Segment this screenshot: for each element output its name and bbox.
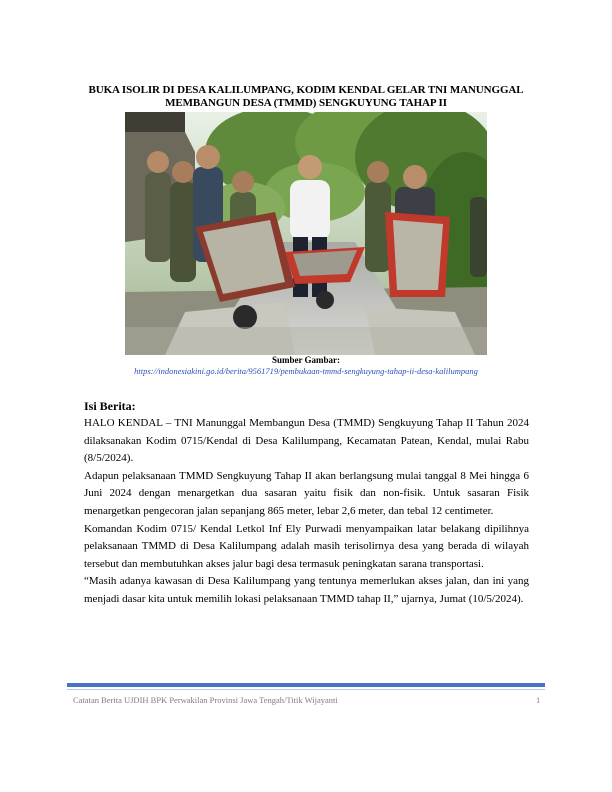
page-number: 1 [536, 695, 541, 705]
paragraph: “Masih adanya kawasan di Desa Kalilumpang yang tentunya memerlukan akses jalan, dan ini yang menjadi dasar kita untuk memilih lokasi pelaksanaan TMMD tahap II,” ujarnya, Jumat (10/5/2024). [84, 575, 529, 605]
paragraph: Komandan Kodim 0715/ Kendal Letkol Inf Ely Purwadi menyampaikan latar belakang dipilihnya pelaksanaan TMMD di Desa Kalilumpang adalah masih terisolirnya desa yang berada di wilayah tersebut dan membutuhkan akses jalur bagi desa termasuk peningkatan sarana transportasi. [84, 522, 529, 570]
footer-divider-thin [67, 689, 545, 690]
footer-divider [67, 683, 545, 687]
content-heading: Isi Berita: [84, 399, 136, 413]
news-title: BUKA ISOLIR DI DESA KALILUMPANG, KODIM KENDAL GELAR TNI MANUNGGAL MEMBANGUN DESA (TMMD) SENGKUYUNG TAHAP II [88, 84, 524, 109]
news-photo [125, 112, 487, 355]
footer-text: Catatan Berita UJDIH BPK Perwakilan Provinsi Jawa Tengah/Titik Wijayanti [73, 695, 338, 705]
caption-label: Sumber Gambar: [271, 355, 341, 365]
news-content [84, 398, 529, 609]
paragraph: HALO KENDAL – TNI Manunggal Membangun Desa (TMMD) Sengkuyung Tahap II Tahun 2024 dilaksanakan Kodim 0715/Kendal di Desa Kalilumpang, Kecamatan Patean, Kendal, mulai Rabu (8/5/2024). [84, 417, 529, 465]
paragraph: Adapun pelaksanaan TMMD Sengkuyung Tahap II akan berlangsung mulai tanggal 8 Mei hingga 6 Juni 2024 dengan menargetkan dua sasaran yaitu fisik dan non-fisik. Untuk sasaran Fisik menargetkan pengecoran jalan sepanjang 865 meter, lebar 2,6 meter, dan tebal 12 centimeter. [84, 469, 529, 517]
photo-caption [80, 355, 532, 377]
caption-source-link[interactable]: https://indonesiakini.go.id/berita/9561719/pembukaan-tmmd-sengkuyung-tahap-ii-desa-kalilumpang [134, 366, 478, 376]
